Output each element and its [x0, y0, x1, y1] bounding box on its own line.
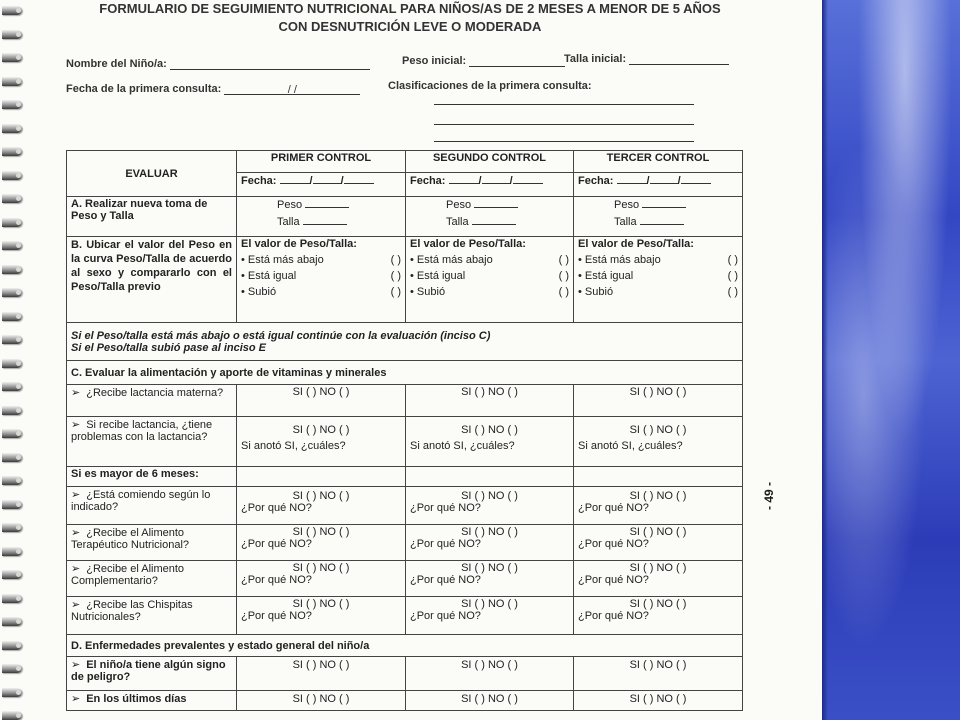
arrow-icon: ➢: [71, 419, 81, 431]
first-consult-date-field: [66, 83, 360, 95]
weight-blank: [474, 198, 518, 208]
arrow-icon: ➢: [71, 563, 81, 575]
option-equal: Está igual: [247, 270, 297, 282]
option-lower: Está más abajo: [247, 254, 324, 266]
height-blank: [640, 215, 684, 225]
why-no-prompt: ¿Por qué NO?: [578, 610, 649, 622]
spiral-ring: [2, 641, 22, 650]
spiral-ring: [2, 312, 22, 321]
older-than-6-months-label: Si es mayor de 6 meses:: [67, 467, 237, 487]
option-higher: Subió: [584, 286, 614, 298]
arrow-icon: ➢: [71, 489, 81, 501]
initial-weight-label: Peso inicial:: [402, 55, 467, 67]
yes-no-options: SI ( ) NO ( ): [292, 598, 350, 610]
third-control-date: [574, 173, 743, 197]
instruction-row: [67, 323, 743, 361]
question-cell: [67, 385, 237, 417]
spiral-ring: [2, 77, 22, 86]
yes-no-options: SI ( ) NO ( ): [461, 562, 518, 574]
option-higher: Subió: [247, 286, 277, 298]
yes-no-options: SI ( ) NO ( ): [237, 385, 406, 417]
spiral-ring: [2, 476, 22, 485]
answer-cell: [406, 487, 574, 525]
older-than-6-months-row: [67, 467, 743, 487]
answer-cell: [237, 417, 406, 467]
question-cell: [67, 561, 237, 597]
spiral-ring: [2, 382, 22, 391]
question-row: [67, 561, 743, 597]
weight-label: Peso: [614, 199, 640, 211]
why-no-prompt: ¿Por qué NO?: [241, 538, 312, 550]
page-number: - 49 -: [762, 481, 776, 510]
date-slashes: / /: [287, 84, 297, 96]
why-no-prompt: ¿Por qué NO?: [578, 502, 649, 514]
arrow-icon: ➢: [71, 693, 81, 705]
spiral-ring: [2, 453, 22, 462]
arrow-icon: ➢: [71, 659, 81, 671]
question-cell: [67, 525, 237, 561]
question-text: ¿Recibe las Chispitas Nutricionales?: [71, 599, 193, 623]
weight-height-value-header: El valor de Peso/Talla:: [578, 238, 694, 250]
instruction-line-2: Si el Peso/talla subió pase al inciso E: [71, 341, 267, 354]
spiral-ring: [2, 6, 22, 15]
instruction-cell: [67, 323, 743, 361]
initial-height-line: [629, 54, 729, 65]
question-row: [67, 487, 743, 525]
answer-cell: [406, 417, 574, 467]
yes-no-options: SI ( ) NO ( ): [574, 385, 743, 417]
why-no-prompt: ¿Por qué NO?: [241, 574, 312, 586]
answer-cell: [237, 525, 406, 561]
first-control-date: [237, 173, 406, 197]
spiral-ring: [2, 124, 22, 133]
blank-cell: [237, 467, 406, 487]
date-separator: /: [340, 175, 344, 187]
date-blank: [617, 174, 647, 184]
classification-line-1: [434, 104, 694, 105]
yes-no-options: SI ( ) NO ( ): [461, 424, 518, 436]
why-no-prompt: ¿Por qué NO?: [410, 538, 481, 550]
yes-no-options: SI ( ) NO ( ): [292, 562, 350, 574]
weight-label: Peso: [446, 199, 472, 211]
answer-cell: [406, 597, 574, 635]
weight-blank: [305, 198, 349, 208]
date-blank: [513, 174, 543, 184]
date-separator: /: [309, 175, 313, 187]
spiral-ring: [2, 147, 22, 156]
why-no-prompt: ¿Por qué NO?: [241, 502, 312, 514]
question-row: [67, 691, 743, 711]
question-text: Si recibe lactancia, ¿tiene problemas con la lactancia?: [71, 419, 213, 443]
answer-cell: [237, 487, 406, 525]
question-text: ¿Está comiendo según lo indicado?: [71, 489, 211, 513]
question-row: [67, 597, 743, 635]
date-separator: /: [646, 175, 650, 187]
checkbox-paren: ( ): [558, 286, 569, 298]
spiral-ring: [2, 100, 22, 109]
option-equal: Está igual: [416, 270, 466, 282]
date-separator: /: [677, 175, 681, 187]
yes-no-options: SI ( ) NO ( ): [629, 598, 687, 610]
followup-table: [66, 150, 743, 711]
blank-cell: [406, 467, 574, 487]
spiral-ring: [2, 194, 22, 203]
child-name-line: [170, 59, 370, 70]
answer-cell: [406, 561, 574, 597]
height-blank: [303, 215, 347, 225]
weight-height-cell: [237, 197, 406, 237]
second-control-header: SEGUNDO CONTROL: [406, 151, 574, 173]
row-b-label: B. Ubicar el valor del Peso en la curva Peso/Talla de acuerdo al sexo y compararlo con el Peso/Talla previo: [67, 237, 237, 323]
why-no-prompt: ¿Por qué NO?: [578, 538, 649, 550]
option-higher: Subió: [416, 286, 446, 298]
answer-cell: [574, 417, 743, 467]
blank-cell: [574, 467, 743, 487]
question-text: ¿Recibe el Alimento Terapéutico Nutricional?: [71, 527, 190, 551]
yes-no-options: SI ( ) NO ( ): [237, 657, 406, 691]
question-row: [67, 385, 743, 417]
yes-no-options: SI ( ) NO ( ): [406, 385, 574, 417]
yes-no-options: SI ( ) NO ( ): [574, 657, 743, 691]
spiral-binding: [0, 0, 40, 720]
weight-height-cell: [574, 197, 743, 237]
height-label: Talla: [446, 216, 469, 228]
weight-height-value-header: El valor de Peso/Talla:: [410, 238, 526, 250]
yes-no-options: SI ( ) NO ( ): [237, 691, 406, 711]
spiral-ring: [2, 429, 22, 438]
checkbox-paren: ( ): [727, 270, 738, 282]
answer-cell: [574, 561, 743, 597]
answer-cell: [237, 561, 406, 597]
option-lower: Está más abajo: [584, 254, 661, 266]
first-consult-date-line: [224, 84, 360, 95]
row-b-curve: [67, 237, 743, 323]
height-label: Talla: [614, 216, 637, 228]
blue-background-strip: [822, 0, 960, 720]
spiral-ring: [2, 711, 22, 720]
why-no-prompt: ¿Por qué NO?: [578, 574, 649, 586]
spiral-ring: [2, 171, 22, 180]
row-d-header: [67, 635, 743, 657]
date-blank: [344, 174, 374, 184]
yes-no-options: SI ( ) NO ( ): [406, 691, 574, 711]
spiral-ring: [2, 359, 22, 368]
spiral-ring: [2, 241, 22, 250]
initial-height-label: Talla inicial:: [564, 53, 627, 65]
why-no-prompt: ¿Por qué NO?: [410, 574, 481, 586]
answer-cell: [574, 487, 743, 525]
checkbox-paren: ( ): [558, 254, 569, 266]
spiral-ring: [2, 335, 22, 344]
form-title-line-2: CON DESNUTRICIÓN LEVE O MODERADA: [278, 19, 542, 34]
yes-no-options: SI ( ) NO ( ): [292, 526, 350, 538]
which-prompt: Si anotó SI, ¿cuáles?: [578, 440, 683, 452]
form-title-line-1: FORMULARIO DE SEGUIMIENTO NUTRICIONAL PARA NIÑOS/AS DE 2 MESES A MENOR DE 5 AÑOS: [99, 1, 721, 16]
weight-height-cell: [406, 197, 574, 237]
spiral-ring: [2, 594, 22, 603]
spiral-ring: [2, 30, 22, 39]
answer-cell: [237, 597, 406, 635]
first-consult-date-label: Fecha de la primera consulta:: [66, 83, 222, 95]
spiral-ring: [2, 53, 22, 62]
second-control-date: [406, 173, 574, 197]
weight-blank: [642, 198, 686, 208]
date-label: Fecha:: [410, 175, 446, 187]
yes-no-options: SI ( ) NO ( ): [629, 526, 687, 538]
why-no-prompt: ¿Por qué NO?: [410, 610, 481, 622]
spiral-ring: [2, 688, 22, 697]
spiral-ring: [2, 288, 22, 297]
answer-cell: [574, 597, 743, 635]
which-prompt: Si anotó SI, ¿cuáles?: [410, 440, 515, 452]
spiral-ring: [2, 570, 22, 579]
yes-no-options: SI ( ) NO ( ): [461, 598, 518, 610]
question-row: [67, 525, 743, 561]
yes-no-options: SI ( ) NO ( ): [629, 562, 687, 574]
question-text: ¿Recibe el Alimento Complementario?: [71, 563, 185, 587]
first-control-header: PRIMER CONTROL: [237, 151, 406, 173]
yes-no-options: SI ( ) NO ( ): [292, 490, 350, 502]
question-row: [67, 417, 743, 467]
option-lower: Está más abajo: [416, 254, 493, 266]
question-row: [67, 657, 743, 691]
third-control-header: TERCER CONTROL: [574, 151, 743, 173]
spiral-ring: [2, 500, 22, 509]
evaluate-header: EVALUAR: [67, 151, 237, 197]
date-blank: [482, 174, 510, 184]
initial-height-field: [564, 53, 729, 65]
checkbox-paren: ( ): [390, 270, 401, 282]
yes-no-options: SI ( ) NO ( ): [629, 490, 687, 502]
row-c-label: C. Evaluar la alimentación y aporte de vitaminas y minerales: [67, 361, 743, 385]
child-name-label: Nombre del Niño/a:: [66, 58, 167, 70]
yes-no-options: SI ( ) NO ( ): [574, 691, 743, 711]
checkbox-paren: ( ): [390, 254, 401, 266]
checkbox-paren: ( ): [727, 286, 738, 298]
question-text: ¿Recibe lactancia materna?: [86, 387, 224, 399]
checkbox-paren: ( ): [390, 286, 401, 298]
date-label: Fecha:: [241, 175, 277, 187]
yes-no-options: SI ( ) NO ( ): [629, 424, 687, 436]
question-cell: [67, 657, 237, 691]
arrow-icon: ➢: [71, 387, 81, 399]
spiral-ring: [2, 523, 22, 532]
question-text: En los últimos días: [86, 693, 187, 705]
child-name-field: [66, 58, 370, 70]
question-cell: [67, 597, 237, 635]
form-title: [70, 0, 750, 36]
yes-no-options: SI ( ) NO ( ): [461, 526, 518, 538]
date-blank: [650, 174, 678, 184]
row-d-label: D. Enfermedades prevalentes y estado general del niño/a: [67, 635, 743, 657]
yes-no-options: SI ( ) NO ( ): [292, 424, 350, 436]
initial-weight-line: [469, 56, 565, 67]
initial-weight-field: [402, 55, 565, 67]
question-cell: [67, 417, 237, 467]
question-cell: [67, 691, 237, 711]
date-label: Fecha:: [578, 175, 614, 187]
first-consult-classifications-field: [388, 80, 592, 92]
weight-height-value-cell: El valor de Peso/Talla: • Está más abajo ( ) • Está igual ( ) • Subió ( ): [237, 237, 406, 323]
arrow-icon: ➢: [71, 599, 81, 611]
weight-height-value-cell: El valor de Peso/Talla: • Está más abajo ( ) • Está igual ( ) • Subió ( ): [574, 237, 743, 323]
height-blank: [472, 215, 516, 225]
date-blank: [449, 174, 479, 184]
date-separator: /: [478, 175, 482, 187]
answer-cell: [406, 525, 574, 561]
spiral-ring: [2, 664, 22, 673]
yes-no-options: SI ( ) NO ( ): [406, 657, 574, 691]
date-separator: /: [509, 175, 513, 187]
yes-no-options: SI ( ) NO ( ): [461, 490, 518, 502]
weight-height-value-cell: El valor de Peso/Talla: • Está más abajo ( ) • Está igual ( ) • Subió ( ): [406, 237, 574, 323]
why-no-prompt: ¿Por qué NO?: [241, 610, 312, 622]
spiral-ring: [2, 265, 22, 274]
weight-height-value-header: El valor de Peso/Talla:: [241, 238, 357, 250]
height-label: Talla: [277, 216, 300, 228]
checkbox-paren: ( ): [727, 254, 738, 266]
question-text: El niño/a tiene algún signo de peligro?: [71, 659, 226, 683]
row-a-label: A. Realizar nueva toma de Peso y Talla: [67, 197, 237, 237]
row-c-header: [67, 361, 743, 385]
why-no-prompt: ¿Por qué NO?: [410, 502, 481, 514]
spiral-ring: [2, 617, 22, 626]
spiral-ring: [2, 547, 22, 556]
answer-cell: [574, 525, 743, 561]
date-blank: [280, 174, 310, 184]
classification-line-3: [434, 141, 694, 142]
question-cell: [67, 487, 237, 525]
table-header-row: [67, 151, 743, 173]
classifications-label: Clasificaciones de la primera consulta:: [388, 80, 592, 92]
classification-line-2: [434, 124, 694, 125]
checkbox-paren: ( ): [558, 270, 569, 282]
spiral-ring: [2, 218, 22, 227]
which-prompt: Si anotó SI, ¿cuáles?: [241, 440, 346, 452]
date-blank: [681, 174, 711, 184]
spiral-ring: [2, 406, 22, 415]
arrow-icon: ➢: [71, 527, 81, 539]
row-a-weight-height: [67, 197, 743, 237]
option-equal: Está igual: [584, 270, 634, 282]
instruction-line-1: Si el Peso/talla está más abajo o está igual continúe con la evaluación (inciso C): [71, 329, 491, 342]
weight-label: Peso: [277, 199, 303, 211]
date-blank: [313, 174, 341, 184]
